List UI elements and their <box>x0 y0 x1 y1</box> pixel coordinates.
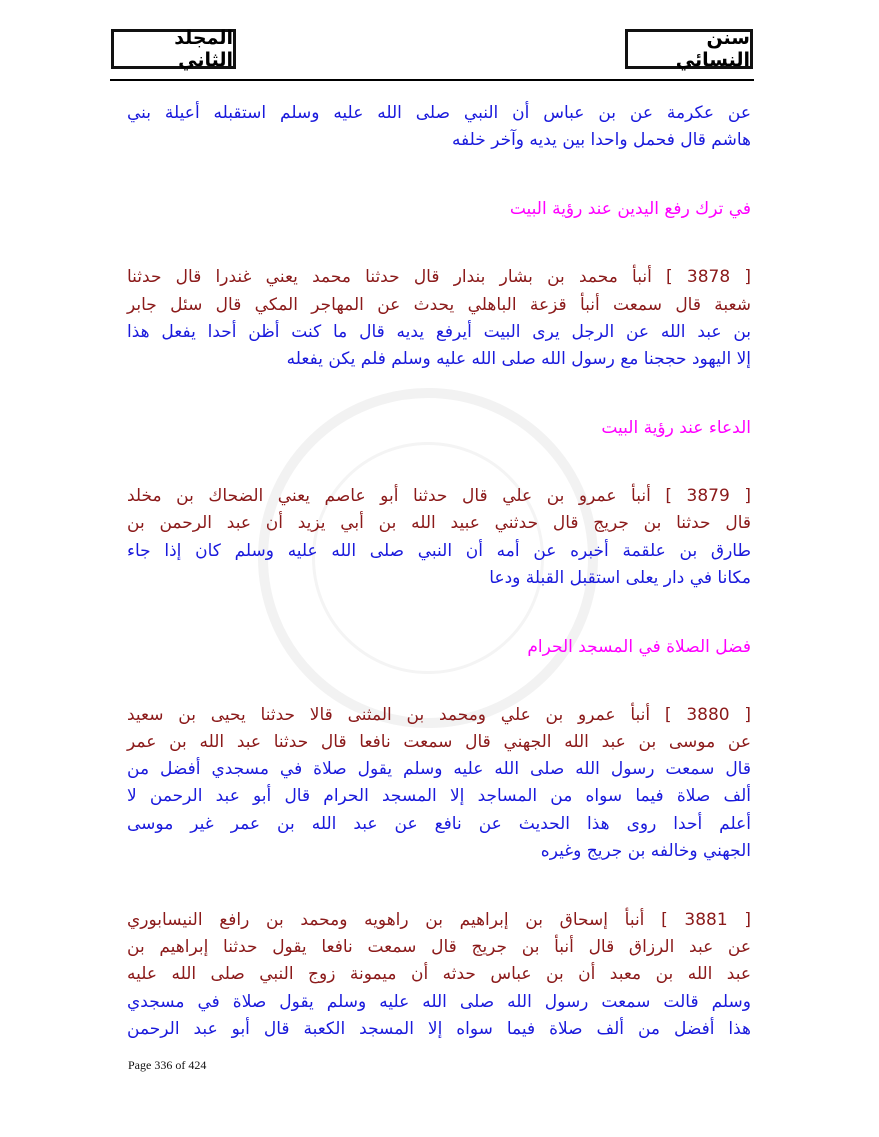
text-line: عن عبد الرزاق قال أنبأ بن جريج قال سمعت نافعا يقول حدثنا إبراهيم بن <box>127 937 751 958</box>
text-line: [ 3881 ] أنبأ إسحاق بن إبراهيم بن راهويه ومحمد بن رافع النيسابوري <box>127 910 752 930</box>
text-line: عن عكرمة عن بن عباس أن النبي صلى الله عليه وسلم استقبله أعيلة بني <box>127 103 751 123</box>
text-line: الجهني وخالفه بن جريج وغيره <box>540 840 751 861</box>
text-line: قال حدثنا بن جريج قال حدثني عبيد الله بن أبي يزيد أن عبد الرحمن بن <box>127 513 751 534</box>
text-line: هذا أفضل من ألف صلاة فيما سواه إلا المسجد الكعبة قال أبو عبد الرحمن <box>127 1018 751 1039</box>
text-line: عن موسى بن عبد الله الجهني قال سمعت نافعا قال حدثنا عبد الله بن عمر <box>127 732 751 753</box>
hadith-paragraph <box>127 907 751 1043</box>
header-divider <box>110 79 754 81</box>
hadith-paragraph <box>127 264 751 373</box>
text-line: هاشم قال فحمل واحدا بين يديه وآخر خلفه <box>451 130 751 151</box>
text-line: إلا اليهود حججنا مع رسول الله صلى الله عليه وسلم فلم يكن يفعله <box>286 348 751 369</box>
text-line: شعبة قال سمعت أنبأ قزعة الباهلي يحدث عن المهاجر المكي قال سئل جابر <box>127 294 751 315</box>
page-number: Page 336 of 424 <box>128 1058 207 1072</box>
text-line: بن عبد الله عن الرجل يرى البيت أيرفع يديه قال ما كنت أظن أحدا يفعل هذا <box>127 321 751 342</box>
section-heading: في ترك رفع اليدين عند رؤية البيت <box>509 199 751 220</box>
hadith-paragraph <box>127 100 751 154</box>
hadith-paragraph <box>127 702 751 865</box>
text-line: أعلم أحدا روى هذا الحديث عن نافع عن عبد الله بن عمر غير موسى <box>127 813 751 834</box>
text-line: ألف صلاة فيما سواه من المساجد إلا المسجد الحرام قال أبو عبد الرحمن لا <box>127 786 751 807</box>
text-line: عبد الله بن معبد أن بن عباس حدثه أن ميمونة زوج النبي صلى الله عليه <box>127 964 751 985</box>
book-title-box <box>625 29 753 69</box>
text-line: وسلم قالت سمعت رسول الله صلى الله عليه وسلم يقول صلاة في مسجدي <box>127 991 751 1012</box>
text-line: [ 3880 ] أنبأ عمرو بن علي ومحمد بن المثنى قالا حدثنا يحيى بن سعيد <box>127 704 751 725</box>
volume-title-box <box>111 29 236 69</box>
text-line: [ 3879 ] أنبأ عمرو بن علي قال حدثنا أبو عاصم يعني الضحاك بن مخلد <box>127 486 751 507</box>
volume-title: المجلد الثاني <box>174 27 233 71</box>
text-line: [ 3878 ] أنبأ محمد بن بشار بندار قال حدثنا محمد يعني غندرا قال حدثنا <box>127 267 751 288</box>
book-title: سنن النسائي <box>675 27 750 71</box>
hadith-paragraph <box>127 483 751 592</box>
section-heading: الدعاء عند رؤية البيت <box>601 418 751 439</box>
text-line: قال سمعت رسول الله صلى الله عليه وسلم يقول صلاة في مسجدي أفضل من <box>127 759 751 780</box>
page-content <box>127 100 751 1085</box>
text-line: مكانا في دار يعلى استقبل القبلة ودعا <box>489 567 751 588</box>
section-heading: فضل الصلاة في المسجد الحرام <box>527 636 751 657</box>
text-line: طارق بن علقمة أخبره عن أمه أن النبي صلى الله عليه وسلم كان إذا جاء <box>127 540 751 561</box>
